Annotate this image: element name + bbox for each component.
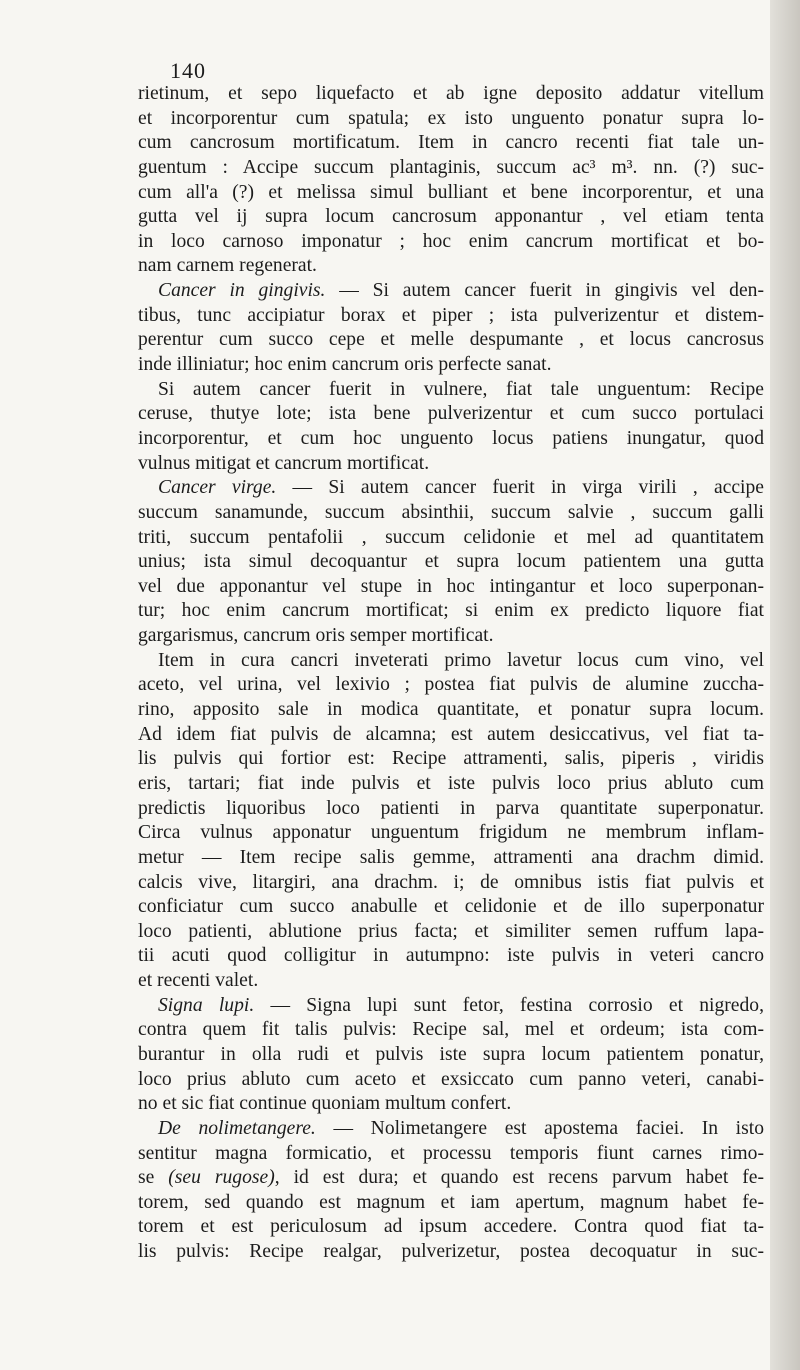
text-line: cum all'a (?) et melissa simul bulliant et bene incorporentur, et una bbox=[138, 181, 764, 203]
text-line: gutta vel ij supra locum cancrosum apponantur , vel etiam tenta bbox=[138, 206, 764, 228]
text-line: et recenti valet. bbox=[138, 970, 259, 992]
line-text: — Si autem cancer fuerit in gingivis vel den- bbox=[339, 280, 764, 302]
text-line: loco prius abluto cum aceto et exsiccato cum panno veteri, canabi- bbox=[138, 1068, 764, 1090]
page-edge-shadow bbox=[770, 0, 800, 1370]
text-line: loco patienti, ablutione prius facta; et similiter semen ruffum lapa- bbox=[138, 920, 764, 942]
text-line: burantur in olla rudi et pulvis iste supra locum patientem ponatur, bbox=[138, 1043, 764, 1065]
text-line: succum sanamunde, succum absinthii, succum salvie , succum galli bbox=[138, 501, 764, 523]
text-line: eris, tartari; fiat inde pulvis et iste pulvis loco prius abluto cum bbox=[138, 772, 764, 794]
text-line: aceto, vel urina, vel lexivio ; postea fiat pulvis de alumine zuccha- bbox=[138, 674, 764, 696]
text-line bbox=[138, 476, 764, 501]
text-line: no et sic fiat continue quoniam multum confert. bbox=[138, 1093, 512, 1115]
text-line: incorporentur, et cum hoc unguento locus patiens inungatur, quod bbox=[138, 427, 764, 449]
text-line: in loco carnoso imponatur ; hoc enim cancrum mortificat et bo- bbox=[138, 230, 764, 252]
text-line: lis pulvis qui fortior est: Recipe attramenti, salis, piperis , viridis bbox=[138, 748, 764, 770]
text-line bbox=[138, 994, 764, 1019]
text-line: torem et est periculosum ad ipsum accedere. Contra quod fiat ta- bbox=[138, 1216, 764, 1238]
text-line: tii acuti quod colligitur in autumpno: iste pulvis in veteri cancro bbox=[138, 945, 764, 967]
italic-note: (seu rugose) bbox=[168, 1167, 275, 1189]
text-line: gargarismus, cancrum oris semper mortificat. bbox=[138, 625, 494, 647]
section-heading: Cancer virge. bbox=[158, 477, 277, 499]
text-line: Circa vulnus apponatur unguentum frigidum ne membrum inflam- bbox=[138, 822, 764, 844]
text-line: triti, succum pentafolii , succum celidonie et mel ad quantitatem bbox=[138, 526, 764, 548]
text-line: vulnus mitigat et cancrum mortificat. bbox=[138, 452, 430, 474]
line-text: — Si autem cancer fuerit in virga virili , accipe bbox=[292, 477, 764, 499]
text-line: Item in cura cancri inveterati primo lavetur locus cum vino, vel bbox=[158, 649, 764, 671]
page-number: 140 bbox=[170, 58, 206, 83]
text-line: metur — Item recipe salis gemme, attramenti ana drachm dimid. bbox=[138, 846, 764, 868]
text-line: sentitur magna formicatio, et processu temporis fiunt carnes rimo- bbox=[138, 1142, 764, 1164]
text-line: lis pulvis: Recipe realgar, pulverizetur, postea decoquatur in suc- bbox=[138, 1241, 764, 1263]
line-text: — Nolimetangere est apostema faciei. In isto bbox=[333, 1117, 764, 1139]
line-text: se bbox=[138, 1167, 155, 1189]
text-line: contra quem fit talis pulvis: Recipe sal, mel et ordeum; ista com- bbox=[138, 1019, 764, 1041]
text-line: cum cancrosum mortificatum. Item in cancro recenti fiat tale un- bbox=[138, 132, 764, 154]
text-line: et incorporentur cum spatula; ex isto unguento ponatur supra lo- bbox=[138, 107, 764, 129]
text-line: conficiatur cum succo anabulle et celidonie et de illo superponatur bbox=[138, 896, 764, 918]
line-text: , id est dura; et quando est recens parvum habet fe- bbox=[274, 1167, 764, 1189]
section-heading: Signa lupi. bbox=[158, 994, 255, 1016]
text-line: predictis liquoribus loco patienti in parva quantitate superponatur. bbox=[138, 797, 764, 819]
text-line: inde illiniatur; hoc enim cancrum oris perfecte sanat. bbox=[138, 354, 552, 376]
text-line: torem, sed quando est magnum et iam apertum, magnum habet fe- bbox=[138, 1191, 764, 1213]
text-line bbox=[138, 1166, 764, 1191]
body-text bbox=[138, 82, 764, 1265]
text-line bbox=[138, 279, 764, 304]
text-line: guentum : Accipe succum plantaginis, succum ac³ m³. nn. (?) suc- bbox=[138, 156, 764, 178]
text-line: nam carnem regenerat. bbox=[138, 255, 317, 277]
text-line: rino, apposito sale in modica quantitate, et ponatur supra locum. bbox=[138, 699, 764, 721]
section-heading: De nolimetangere. bbox=[158, 1117, 316, 1139]
text-line: rietinum, et sepo liquefacto et ab igne deposito addatur vitellum bbox=[138, 83, 764, 104]
text-line: perentur cum succo cepe et melle despumante , et locus cancrosus bbox=[138, 329, 764, 351]
text-line: tur; hoc enim cancrum mortificat; si enim ex predicto liquore fiat bbox=[138, 600, 764, 622]
text-line bbox=[138, 1117, 764, 1142]
line-text: — Signa lupi sunt fetor, festina corrosio et nigredo, bbox=[270, 994, 764, 1016]
text-line: Ad idem fiat pulvis de alcamna; est autem desiccativus, vel fiat ta- bbox=[138, 723, 764, 745]
text-line: calcis vive, litargiri, ana drachm. i; de omnibus istis fiat pulvis et bbox=[138, 871, 764, 893]
text-line: Si autem cancer fuerit in vulnere, fiat tale unguentum: Recipe bbox=[158, 378, 764, 400]
section-heading: Cancer in gingivis. bbox=[158, 280, 326, 302]
text-line: unius; ista simul decoquantur et supra locum patientem una gutta bbox=[138, 551, 764, 573]
text-line: tibus, tunc accipiatur borax et piper ; ista pulverizentur et distem- bbox=[138, 304, 764, 326]
text-line: vel due apponantur vel stupe in hoc intingantur et loco superponan- bbox=[138, 575, 764, 597]
text-line: ceruse, thutye lote; ista bene pulverizentur et cum succo portulaci bbox=[138, 403, 764, 425]
